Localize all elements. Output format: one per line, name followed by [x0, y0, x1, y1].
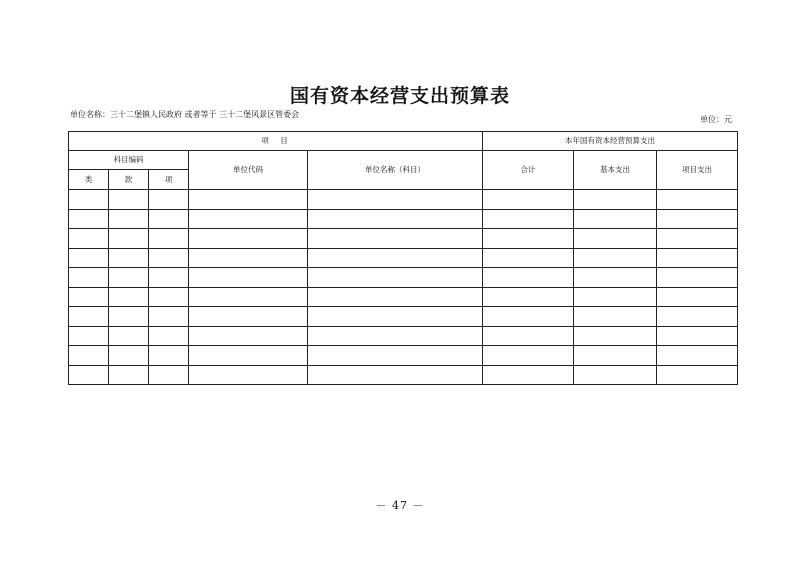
table-cell [109, 248, 149, 268]
table-cell [308, 365, 483, 385]
table-cell [149, 326, 189, 346]
table-row [69, 326, 738, 346]
table-cell [69, 248, 109, 268]
table-cell [149, 190, 189, 210]
table-cell [308, 209, 483, 229]
table-cell [574, 190, 657, 210]
table-cell [189, 346, 308, 366]
table-cell [149, 287, 189, 307]
header-class: 类 [69, 170, 109, 190]
table-cell [189, 248, 308, 268]
table-row [69, 307, 738, 327]
table-cell [574, 365, 657, 385]
table-cell [657, 190, 738, 210]
table-cell [69, 307, 109, 327]
header-subject-code: 科目编码 [69, 151, 189, 170]
table-cell [109, 346, 149, 366]
table-row [69, 268, 738, 288]
table-cell [483, 287, 574, 307]
table-cell [308, 326, 483, 346]
table-cell [109, 365, 149, 385]
page-number: － 47 － [375, 499, 425, 512]
table-row [69, 365, 738, 385]
table-cell [308, 287, 483, 307]
table-cell [149, 365, 189, 385]
table-cell [483, 268, 574, 288]
table-cell [657, 307, 738, 327]
table-cell [483, 346, 574, 366]
table-cell [69, 268, 109, 288]
header-total: 合计 [483, 151, 574, 190]
table-cell [574, 209, 657, 229]
table-cell [149, 307, 189, 327]
table-cell [483, 307, 574, 327]
page-title: 国有资本经营支出预算表 [289, 85, 510, 107]
table-cell [149, 248, 189, 268]
table-cell [657, 346, 738, 366]
table-cell [483, 209, 574, 229]
table-cell [657, 365, 738, 385]
table-cell [483, 248, 574, 268]
table-cell [69, 365, 109, 385]
table-cell [149, 209, 189, 229]
table-cell [574, 248, 657, 268]
table-cell [657, 229, 738, 249]
table-cell [308, 229, 483, 249]
table-cell [483, 326, 574, 346]
budget-table [68, 131, 738, 385]
table-cell [189, 209, 308, 229]
table-cell [483, 229, 574, 249]
table-cell [149, 229, 189, 249]
table-cell [189, 287, 308, 307]
header-basic-expenditure: 基本支出 [574, 151, 657, 190]
header-budget-expenditure: 本年国有资本经营预算支出 [483, 132, 738, 151]
table-cell [308, 346, 483, 366]
table-cell [189, 190, 308, 210]
table-cell [69, 346, 109, 366]
table-row [69, 190, 738, 210]
header-project-expenditure: 项目支出 [657, 151, 738, 190]
table-cell [574, 287, 657, 307]
table-cell [574, 326, 657, 346]
header-unit-name: 单位名称（科目） [308, 151, 483, 190]
table-cell [109, 307, 149, 327]
table-cell [149, 268, 189, 288]
table-cell [69, 326, 109, 346]
table-cell [574, 346, 657, 366]
table-cell [189, 268, 308, 288]
table-cell [109, 268, 149, 288]
header-section: 款 [109, 170, 149, 190]
table-row [69, 346, 738, 366]
table-cell [109, 287, 149, 307]
table-cell [657, 287, 738, 307]
table-cell [657, 268, 738, 288]
table-row [69, 287, 738, 307]
table-cell [574, 268, 657, 288]
table-cell [308, 307, 483, 327]
currency-unit-label: 单位：元 [700, 115, 732, 124]
table-cell [109, 229, 149, 249]
table-row [69, 248, 738, 268]
table-cell [308, 190, 483, 210]
table-cell [483, 190, 574, 210]
table-cell [189, 307, 308, 327]
table-cell [308, 248, 483, 268]
table-cell [189, 229, 308, 249]
table-cell [189, 365, 308, 385]
header-item-col: 项 [149, 170, 189, 190]
header-unit-code: 单位代码 [189, 151, 308, 190]
table-cell [657, 209, 738, 229]
table-body [69, 190, 738, 385]
table-cell [657, 326, 738, 346]
table-cell [483, 365, 574, 385]
table-row [69, 209, 738, 229]
header-item: 项 目 [69, 132, 483, 151]
table-cell [657, 248, 738, 268]
table-cell [149, 346, 189, 366]
table-cell [574, 307, 657, 327]
table-cell [69, 287, 109, 307]
table-cell [189, 326, 308, 346]
table-cell [109, 326, 149, 346]
table-cell [69, 190, 109, 210]
table-cell [308, 268, 483, 288]
table-cell [109, 190, 149, 210]
unit-name-label: 单位名称：三十二堡镇人民政府 或者等于 三十二堡风景区管委会 [70, 110, 300, 119]
table-cell [574, 229, 657, 249]
table-cell [109, 209, 149, 229]
table-header [69, 132, 738, 190]
table-cell [69, 209, 109, 229]
table-cell [69, 229, 109, 249]
table-row [69, 229, 738, 249]
